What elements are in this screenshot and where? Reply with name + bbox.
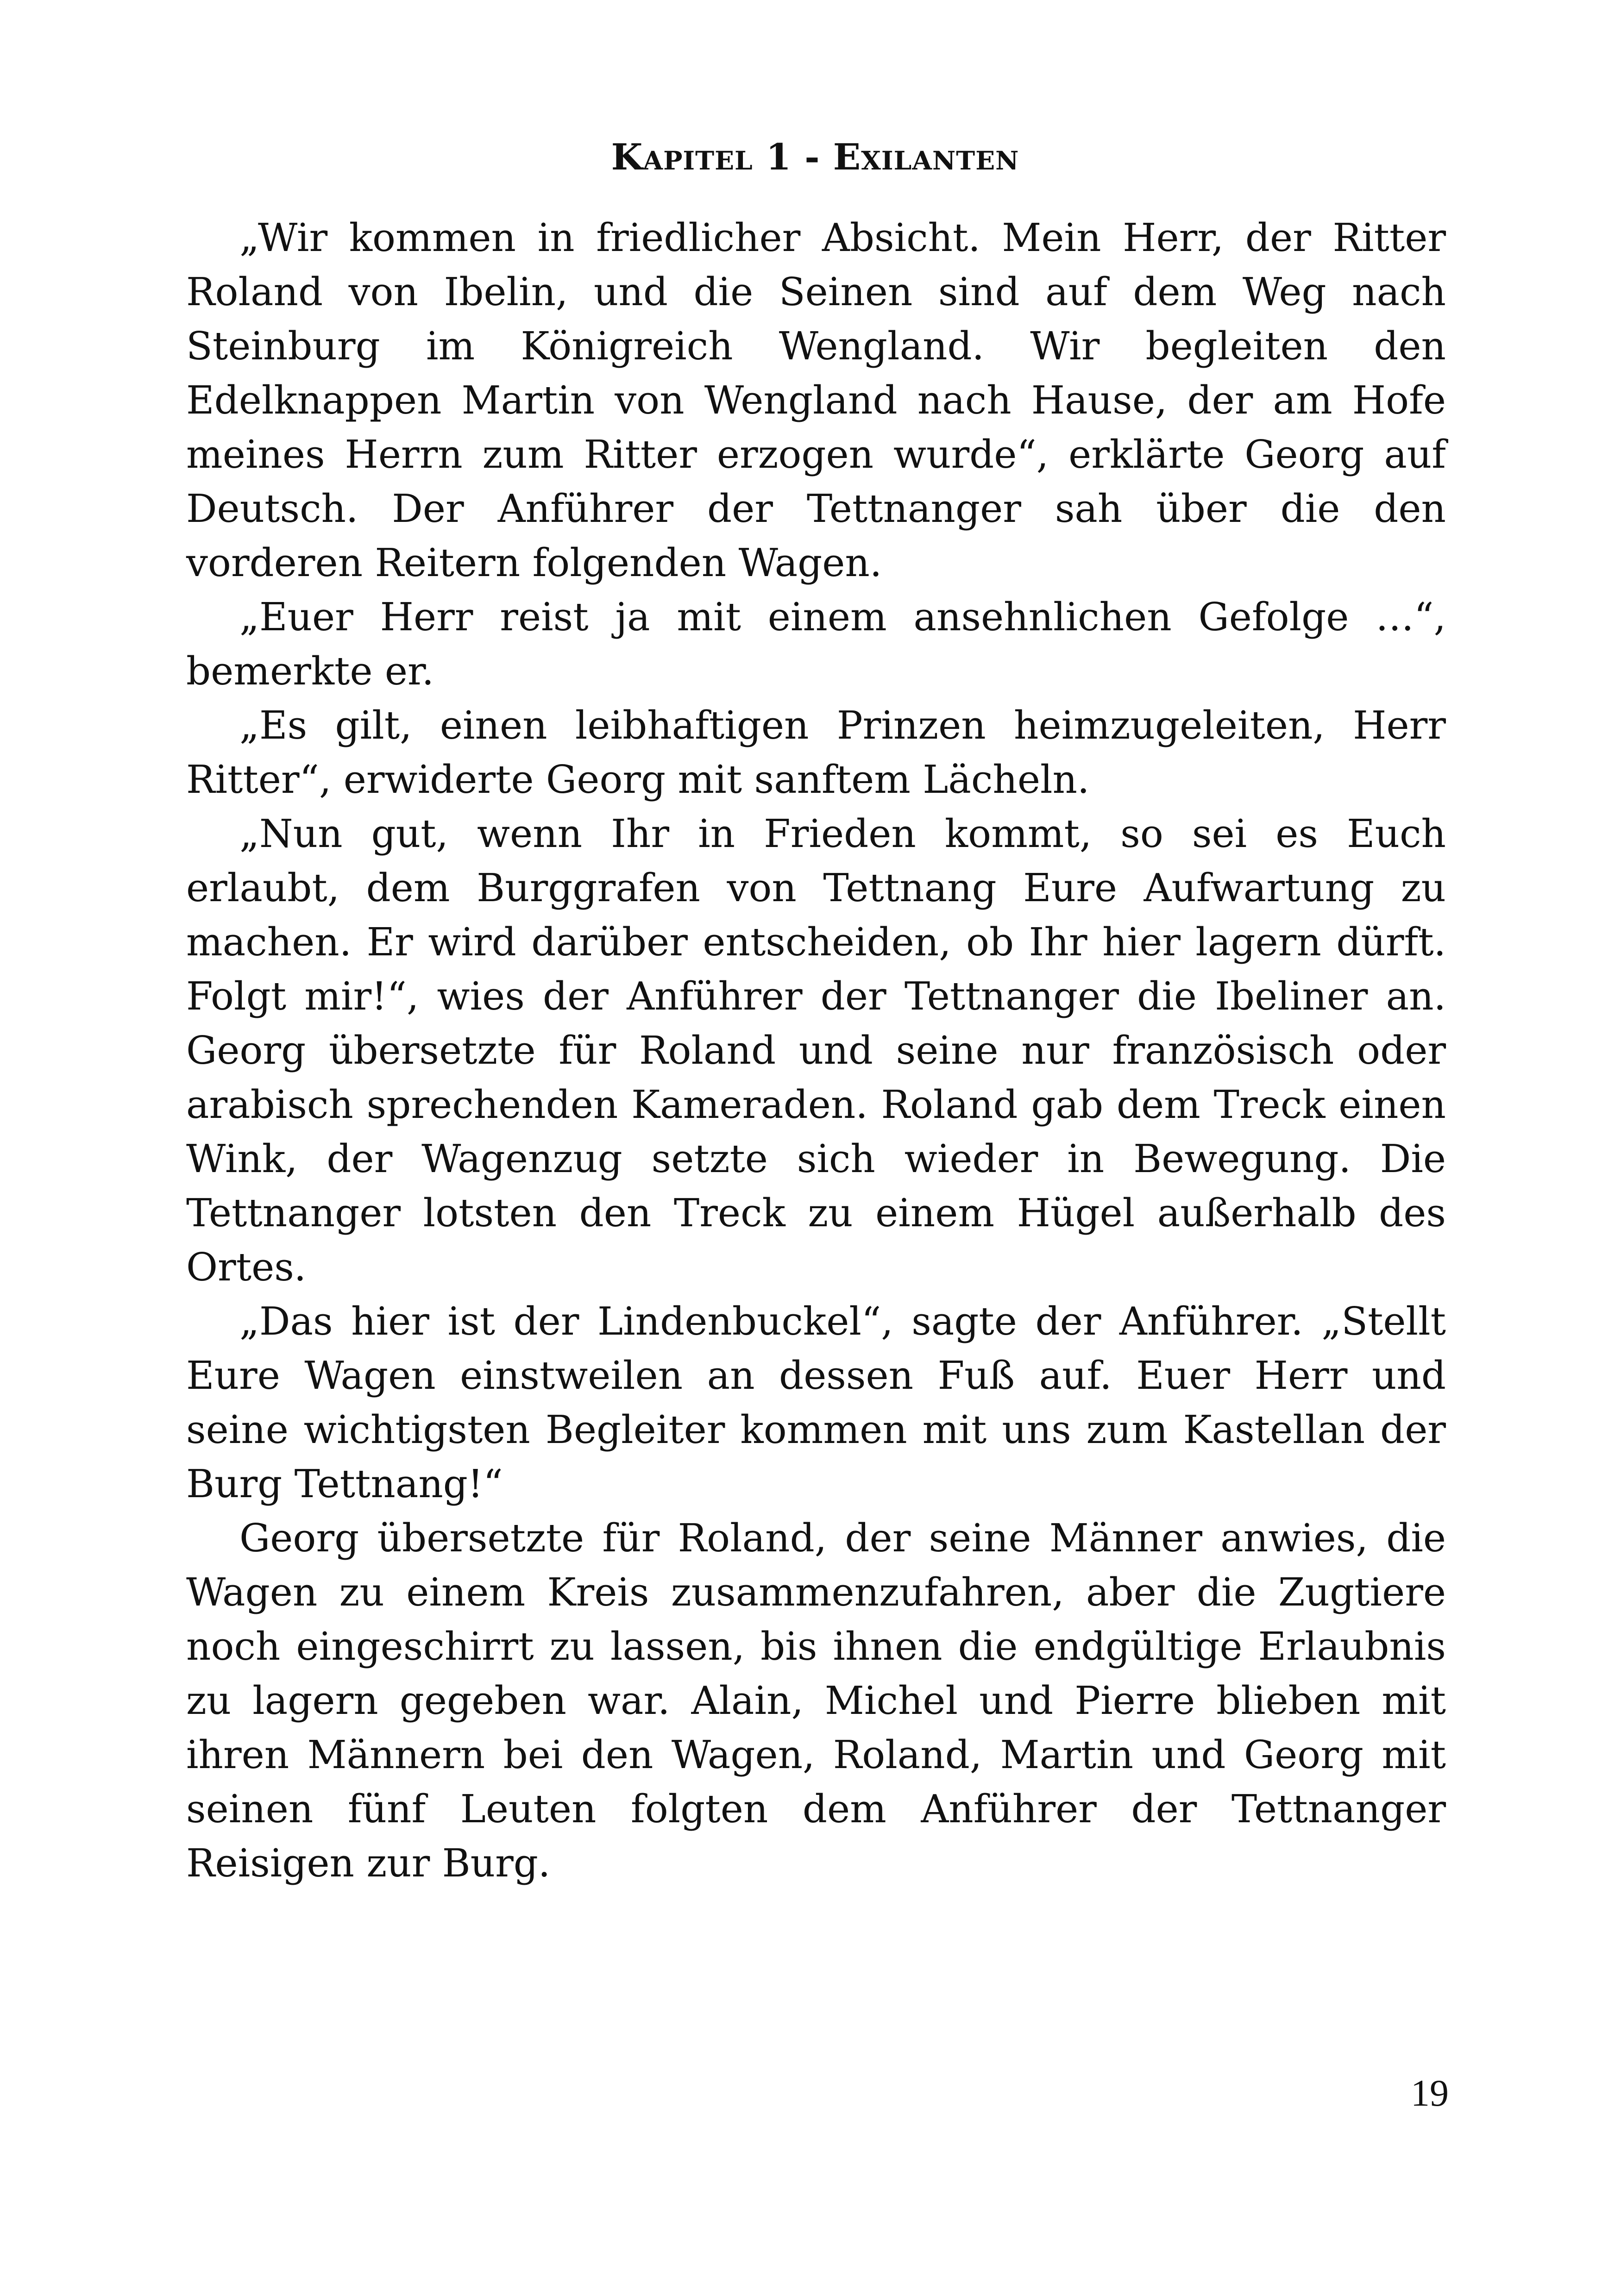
paragraph: „Das hier ist der Lindenbuckel“, sagte der Anführer. „Stellt Eure Wagen einstweilen an dessen Fuß auf. Euer Herr und seine wichtigsten Begleiter kommen mit uns zum Kastellan der Burg Tettnang!“ bbox=[186, 1299, 1446, 1506]
page-number: 19 bbox=[1411, 2072, 1449, 2114]
paragraph: „Euer Herr reist ja mit einem ansehnlichen Gefolge …“, bemerkte er. bbox=[186, 595, 1446, 694]
text-body bbox=[186, 211, 1446, 1890]
chapter-heading: Kapitel 1 - Exilanten bbox=[611, 136, 1019, 178]
paragraph: „Wir kommen in friedlicher Absicht. Mein Herr, der Ritter Roland von Ibelin, und die Seinen sind auf dem Weg nach Steinburg im Königreich Wengland. Wir begleiten den Edelknappen Martin von Wengland nach Hause, der am Hofe meines Herrn zum Ritter erzogen wurde“, erklärte Georg auf Deutsch. Der Anführer der Tettnanger sah über die den vorderen Reitern folgenden Wagen. bbox=[186, 215, 1446, 585]
paragraph: „Es gilt, einen leibhaftigen Prinzen heimzugeleiten, Herr Ritter“, erwiderte Georg mit sanftem Lächeln. bbox=[186, 703, 1446, 802]
paragraph: Georg übersetzte für Roland, der seine Männer anwies, die Wagen zu einem Kreis zusammenzufahren, aber die Zugtiere noch eingeschirrt zu lassen, bis ihnen die endgültige Erlaubnis zu lagern gegeben war. Alain, Michel und Pierre blieben mit ihren Männern bei den Wagen, Roland, Martin und Georg mit seinen fünf Leuten folgten dem Anführer der Tettnanger Reisigen zur Burg. bbox=[186, 1516, 1446, 1886]
paragraph: „Nun gut, wenn Ihr in Frieden kommt, so sei es Euch erlaubt, dem Burggrafen von Tettnang Eure Aufwartung zu machen. Er wird darüber entscheiden, ob Ihr hier lagern dürft. Folgt mir!“, wies der Anführer der Tettnanger die Ibeliner an. Georg übersetzte für Roland und seine nur französisch oder arabisch sprechenden Kameraden. Roland gab dem Treck einen Wink, der Wagenzug setzte sich wieder in Bewegung. Die Tettnanger lotsten den Treck zu einem Hügel außerhalb des Ortes. bbox=[186, 811, 1446, 1290]
